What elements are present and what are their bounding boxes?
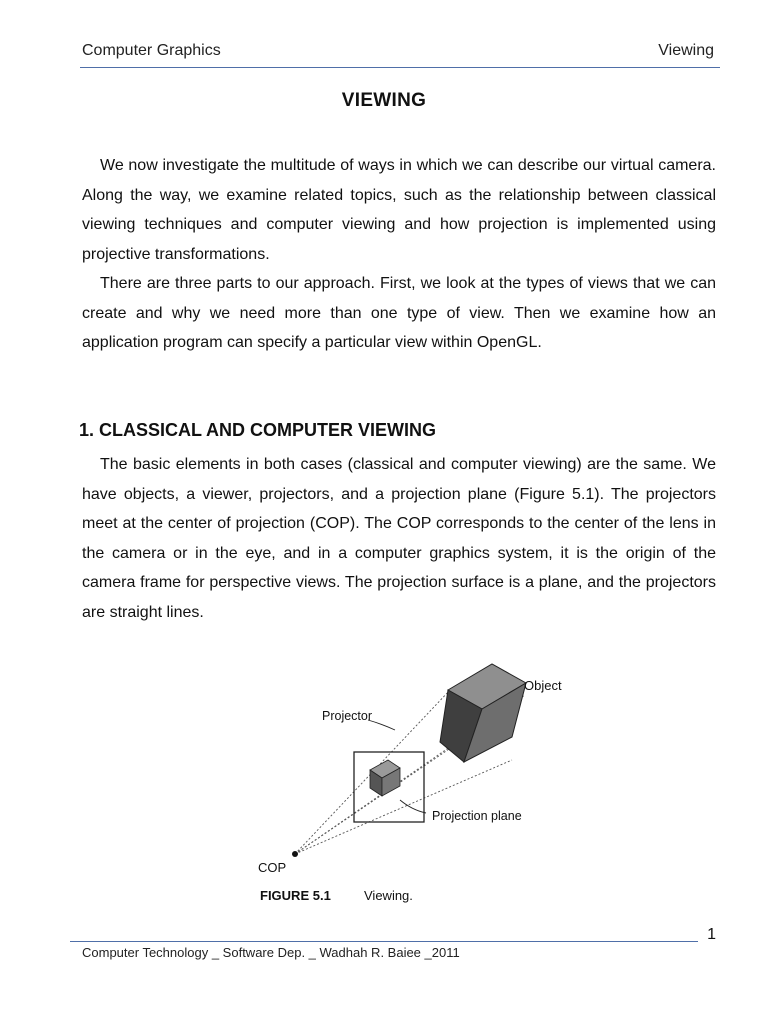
figure-viewing [250, 650, 580, 910]
projector-label: Projector [322, 709, 373, 723]
figure-caption: Viewing. [364, 888, 413, 903]
footer-rule [70, 941, 698, 942]
cop-label: COP [258, 860, 287, 875]
figure-number: FIGURE 5.1 [260, 888, 331, 903]
projected-cube [370, 760, 400, 796]
intro-paragraph-2: There are three parts to our approach. First, we look at the types of views that we can create and why we need more than one type of view. Then we examine how an application program can specify a particular view within OpenGL. [82, 275, 716, 351]
section-paragraph: The basic elements in both cases (classical and computer viewing) are the same. We have objects, a viewer, projectors, and a projection plane (Figure 5.1). The projectors meet at the center of projection (COP). The COP corresponds to the center of the lens in the camera or in the eye, and in a computer graphics system, it is the origin of the camera frame for perspective views. The projection surface is a plane, and the projectors are straight lines. [82, 456, 716, 621]
plane-leader [400, 800, 426, 813]
viewing-diagram [250, 650, 580, 910]
projection-plane-label: Projection plane [432, 809, 522, 823]
header-rule [80, 67, 720, 68]
projector-leader [368, 720, 395, 730]
intro-paragraph-1: We now investigate the multitude of ways in which we can describe our virtual camera. Along the way, we examine related topics, such as the relationship between classical viewing techniques and computer viewing and how projection is implemented using projective transformations. [82, 157, 716, 263]
running-header-right: Viewing [658, 42, 714, 59]
running-header-left: Computer Graphics [82, 42, 221, 59]
page-number: 1 [707, 926, 716, 943]
page-title: VIEWING [341, 90, 427, 111]
object-cube [440, 664, 526, 762]
projector-line [295, 760, 512, 854]
projector-line [295, 745, 455, 854]
footer-text: Computer Technology _ Software Dep. _ Wadhah R. Baiee _2011 [82, 945, 460, 960]
section-heading: 1. CLASSICAL AND COMPUTER VIEWING [79, 420, 437, 440]
object-label: Object [524, 678, 562, 693]
cop-point [292, 851, 298, 857]
